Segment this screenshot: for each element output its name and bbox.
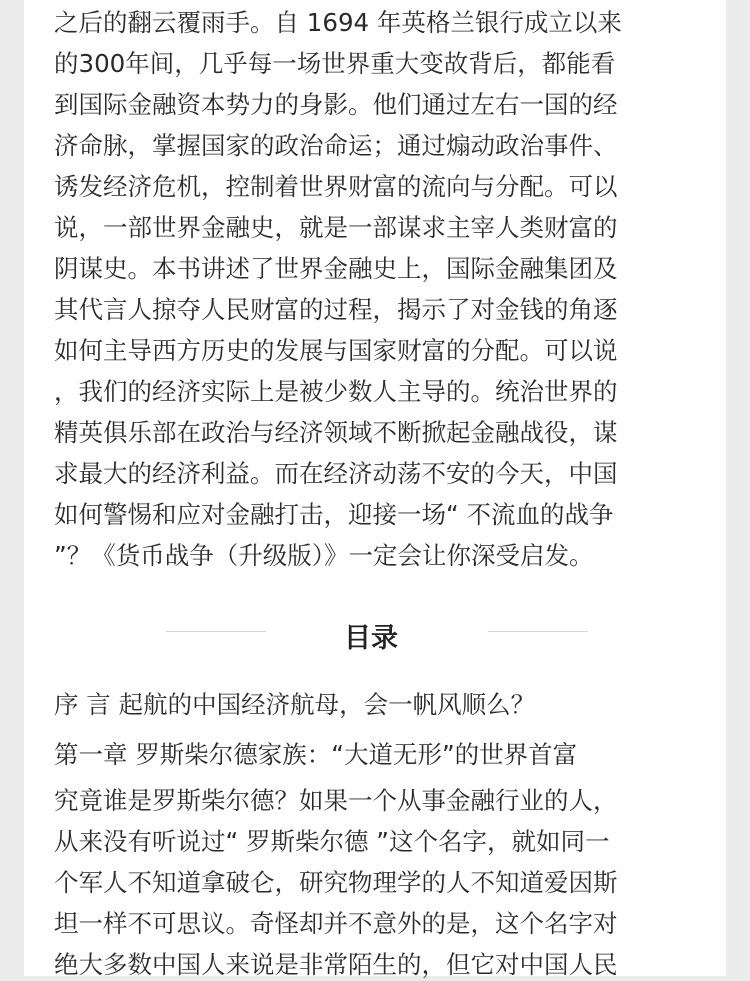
summary-line: 从来没有听说过“ 罗斯柴尔德 ”这个名字，就如同一 [54, 827, 610, 856]
summary-line: 个军人不知道拿破仑，研究物理学的人不知道爱因斯 [54, 868, 618, 897]
toc-title: 目录 [344, 623, 398, 654]
intro-line: 济命脉，掌握国家的政治命运；通过煽动政治事件、 [54, 131, 618, 160]
intro-line: 其代言人掠夺人民财富的过程，揭示了对金钱的角逐 [54, 295, 618, 324]
intro-line: ，我们的经济实际上是被少数人主导的。统治世界的 [54, 377, 618, 406]
toc-heading [0, 608, 750, 658]
intro-line: 之后的翻云覆雨手。自 1694 年英格兰银行成立以来 [54, 8, 622, 37]
toc-item-preface: 序 言 起航的中国经济航母，会一帆风顺么？ [54, 690, 536, 719]
intro-line: 诱发经济危机，控制着世界财富的流向与分配。可以 [54, 172, 618, 201]
intro-line: 的300年间，几乎每一场世界重大变故背后，都能看 [54, 49, 616, 78]
divider-line [488, 631, 588, 632]
intro-line: 阴谋史。本书讲述了世界金融史上，国际金融集团及 [54, 254, 618, 283]
intro-line: 精英俱乐部在政治与经济领域不断掀起金融战役，谋 [54, 418, 618, 447]
divider-line [166, 631, 266, 632]
intro-line: 如何警惕和应对金融打击，迎接一场“ 不流血的战争 [54, 500, 614, 529]
intro-line: 求最大的经济利益。而在经济动荡不安的今天，中国 [54, 459, 618, 488]
summary-line: 究竟谁是罗斯柴尔德？如果一个从事金融行业的人， [54, 786, 618, 815]
intro-line: 如何主导西方历史的发展与国家财富的分配。可以说 [54, 336, 618, 365]
toc-item-chapter-1: 第一章 罗斯柴尔德家族：“大道无形”的世界首富 [54, 740, 578, 769]
intro-line: 说，一部世界金融史，就是一部谋求主宰人类财富的 [54, 213, 618, 242]
summary-line: 绝大多数中国人来说是非常陌生的，但它对中国人民 [54, 950, 618, 979]
summary-line: 坦一样不可思议。奇怪却并不意外的是，这个名字对 [54, 909, 618, 938]
intro-line: ”？《货币战争（升级版）》一定会让你深受启发。 [54, 541, 594, 570]
intro-line: 到国际金融资本势力的身影。他们通过左右一国的经 [54, 90, 618, 119]
